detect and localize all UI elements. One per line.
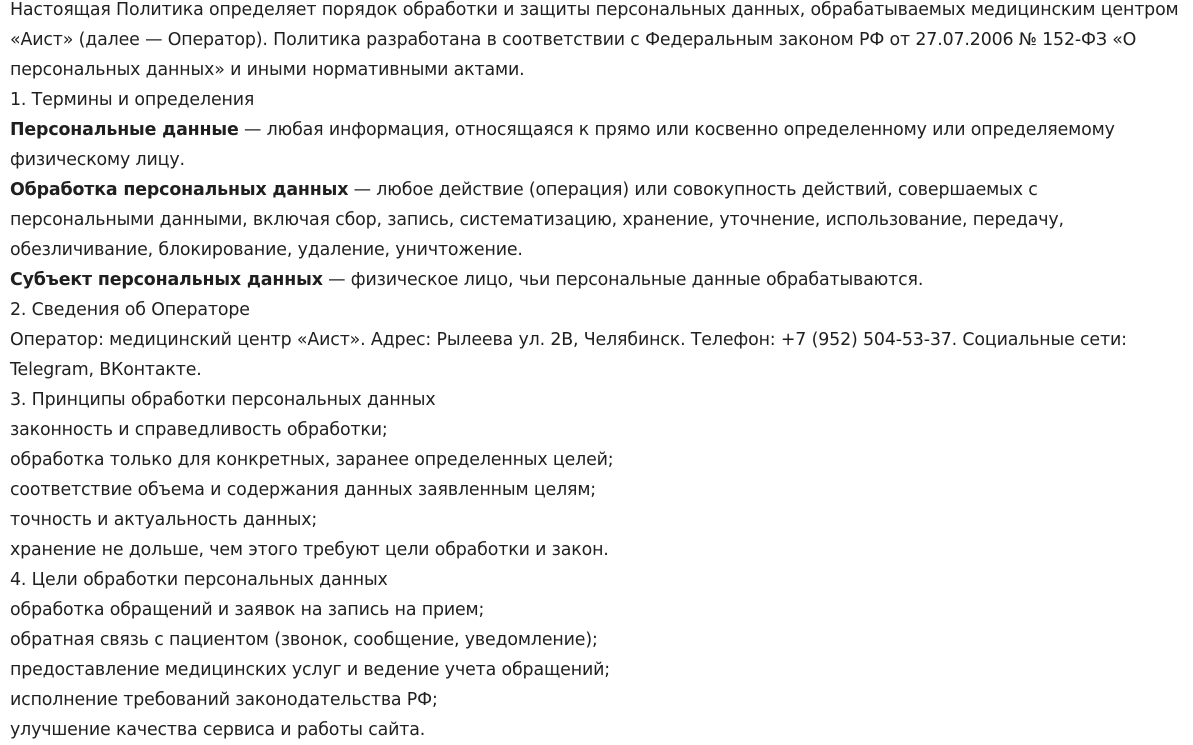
operator-info: Оператор: медицинский центр «Аист». Адрес: Рылеева ул. 2В, Челябинск. Телефон: +7 (952) 504-53-37. Социальные сети: Telegram, ВКонтакте. — [10, 330, 1127, 380]
principle-item: хранение не дольше, чем этого требуют цели обработки и закон. — [10, 540, 609, 560]
section-4-title: 4. Цели обработки персональных данных — [10, 570, 388, 590]
definition-processing — [10, 175, 1183, 265]
principle-item: законность и справедливость обработки; — [10, 420, 388, 440]
purpose-item: исполнение требований законодательства РФ; — [10, 690, 438, 710]
definition-text: — физическое лицо, чьи персональные данные обрабатываются. — [322, 270, 924, 290]
definition-text: — любое действие (операция) или совокупность действий, совершаемых с персональными данными, включая сбор, запись, систематизацию, хранение, уточнение, использование, передачу, обезличивание, блокирование, удаление, уничтожение. — [10, 180, 1064, 260]
principle-item: точность и актуальность данных; — [10, 510, 318, 530]
section-2-title: 2. Сведения об Операторе — [10, 300, 250, 320]
purpose-item: улучшение качества сервиса и работы сайта. — [10, 720, 426, 740]
definition-term: Персональные данные — [10, 120, 239, 140]
principle-item: обработка только для конкретных, заранее определенных целей; — [10, 450, 614, 470]
principle-item: соответствие объема и содержания данных заявленным целям; — [10, 480, 597, 500]
section-3-title: 3. Принципы обработки персональных данных — [10, 390, 436, 410]
purpose-item: обработка обращений и заявок на запись на прием; — [10, 600, 485, 620]
purpose-item: предоставление медицинских услуг и ведение учета обращений; — [10, 660, 610, 680]
definition-term: Субъект персональных данных — [10, 270, 323, 290]
intro-paragraph: Настоящая Политика определяет порядок обработки и защиты персональных данных, обрабатываемых медицинским центром «Аист» (далее — Оператор). Политика разработана в соответствии с Федеральным законом РФ от 27.07.2006 № 152-ФЗ «О персональных данных» и иными нормативными актами. — [10, 0, 1179, 80]
definition-subject — [10, 265, 1183, 295]
definition-text: — любая информация, относящаяся к прямо или косвенно определенному или определяемому физическому лицу. — [10, 120, 1115, 170]
section-1-title: 1. Термины и определения — [10, 90, 255, 110]
purpose-item: обратная связь с пациентом (звонок, сообщение, уведомление); — [10, 630, 598, 650]
definition-term: Обработка персональных данных — [10, 180, 349, 200]
definition-personal-data — [10, 115, 1183, 175]
